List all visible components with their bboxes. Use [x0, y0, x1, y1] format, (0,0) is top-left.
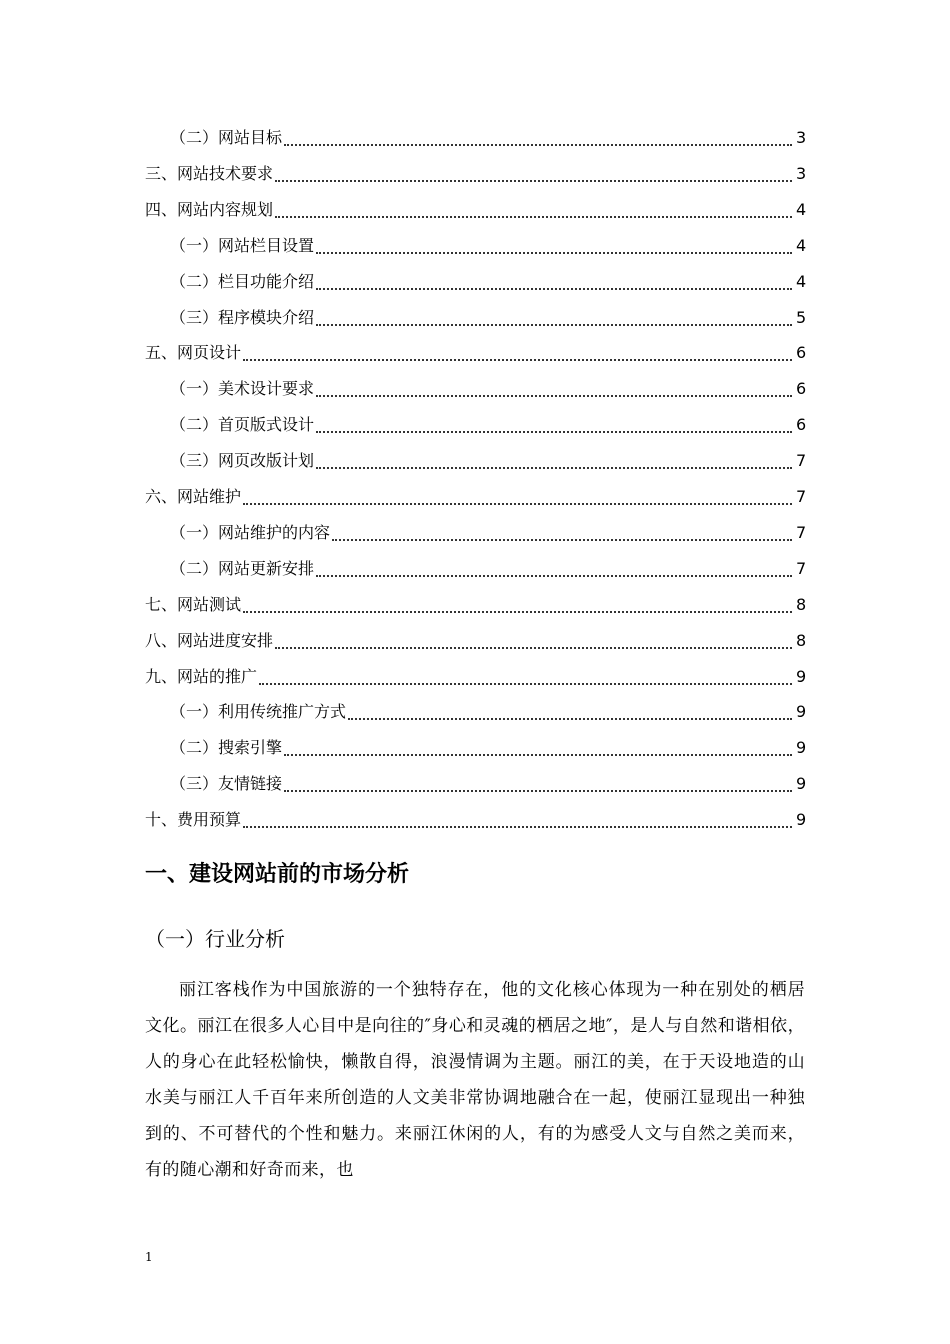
toc-entry-page: 4	[796, 271, 807, 291]
toc-dot-leader	[316, 395, 792, 397]
toc-entry-title: 八、网站进度安排	[145, 630, 274, 650]
toc-entry[interactable]	[0, 341, 950, 365]
toc-entry-title: （二）搜索引擎	[170, 738, 283, 758]
toc-dot-leader	[243, 503, 792, 505]
toc-entry-page: 6	[796, 415, 807, 435]
toc-entry[interactable]	[0, 593, 950, 617]
toc-dot-leader	[316, 288, 792, 290]
toc-entry-page: 7	[796, 558, 807, 578]
toc-dot-leader	[275, 216, 792, 218]
toc-entry[interactable]	[0, 521, 950, 545]
toc-entry-title: 六、网站维护	[145, 487, 242, 506]
toc-entry-title: （二）栏目功能介绍	[170, 271, 315, 291]
toc-entry-page: 6	[796, 343, 807, 363]
toc-entry-title: 三、网站技术要求	[145, 163, 274, 183]
toc-entry[interactable]	[0, 736, 950, 760]
toc-dot-leader	[348, 718, 792, 720]
toc-dot-leader	[284, 790, 792, 792]
toc-entry-title: 四、网站内容规划	[145, 199, 274, 219]
page-number: 1	[145, 1250, 153, 1264]
section-heading: 一、建设网站前的市场分析	[145, 862, 410, 887]
toc-entry-page: 9	[796, 738, 807, 758]
toc-entry-page: 9	[796, 666, 807, 686]
toc-dot-leader	[316, 324, 792, 326]
toc-entry-page: 9	[796, 774, 807, 794]
toc-dot-leader	[316, 467, 792, 469]
toc-dot-leader	[243, 359, 792, 361]
toc-dot-leader	[275, 180, 792, 182]
toc-entry[interactable]	[0, 162, 950, 186]
toc-entry[interactable]	[0, 772, 950, 796]
toc-entry-page: 9	[796, 810, 807, 830]
toc-entry-page: 9	[796, 702, 807, 722]
toc-dot-leader	[275, 647, 792, 649]
toc-entry-title: （二）网站更新安排	[170, 558, 315, 578]
toc-entry-title: 十、费用预算	[145, 810, 242, 830]
body-paragraph: 丽江客栈作为中国旅游的一个独特存在，他的文化核心体现为一种在别处的栖居文化。丽江在很多人心目中是向往的″身心和灵魂的栖居之地″，是人与自然和谐相依，人的身心在此轻松愉快，懒散自得，浪漫情调为主题。丽江的美，在于天设地造的山水美与丽江人千百年来所创造的人文美非常协调地融合在一起，使丽江显现出一种独到的、不可替代的个性和魅力。来丽江休闲的人，有的为感受人文与自然之美而来，有的随心潮和好奇而来，也	[145, 980, 805, 1180]
toc-dot-leader	[243, 611, 792, 613]
toc-entry-page: 5	[796, 307, 807, 327]
toc-entry-title: （一）网站维护的内容	[170, 522, 331, 542]
toc-dot-leader	[332, 539, 792, 541]
toc-entry-title: （二）首页版式设计	[170, 415, 315, 435]
toc-entry[interactable]	[0, 126, 950, 150]
toc-entry-title: 五、网页设计	[145, 343, 242, 363]
toc-entry-title: 七、网站测试	[145, 594, 242, 614]
toc-entry[interactable]	[0, 377, 950, 401]
toc-entry-title: （三）程序模块介绍	[170, 307, 315, 327]
toc-entry-page: 7	[796, 451, 807, 471]
toc-entry[interactable]	[0, 413, 950, 437]
toc-entry-title: （三）友情链接	[170, 774, 283, 794]
toc-dot-leader	[284, 754, 792, 756]
toc-entry-page: 4	[796, 235, 807, 255]
subsection-heading: （一）行业分析	[145, 927, 285, 951]
toc-entry[interactable]	[0, 665, 950, 689]
toc-entry[interactable]	[0, 198, 950, 222]
toc-dot-leader	[316, 431, 792, 433]
toc-entry[interactable]	[0, 700, 950, 724]
toc-entry-page: 4	[796, 199, 807, 219]
toc-entry-page: 8	[796, 594, 807, 614]
toc-entry[interactable]	[0, 234, 950, 258]
toc-entry-title: （一）利用传统推广方式	[170, 702, 347, 722]
toc-entry-title: （一）网站栏目设置	[170, 235, 315, 255]
toc-entry-title: （一）美术设计要求	[170, 379, 315, 399]
toc-entry-title: （三）网页改版计划	[170, 451, 315, 471]
toc-entry[interactable]	[0, 629, 950, 653]
toc-entry[interactable]	[0, 485, 950, 509]
toc-entry[interactable]	[0, 270, 950, 294]
toc-entry[interactable]	[0, 449, 950, 473]
toc-entry-page: 8	[796, 630, 807, 650]
toc-entry-title: （二）网站目标	[170, 128, 283, 147]
toc-entry[interactable]	[0, 808, 950, 832]
toc-dot-leader	[316, 252, 792, 254]
toc-entry-page: 3	[796, 163, 807, 183]
toc-entry[interactable]	[0, 557, 950, 581]
toc-dot-leader	[243, 826, 792, 828]
toc-dot-leader	[259, 683, 792, 685]
toc-entry-title: 九、网站的推广	[145, 666, 258, 686]
toc-entry-page: 7	[796, 522, 807, 542]
toc-entry-page: 7	[796, 487, 807, 506]
toc-dot-leader	[316, 575, 792, 577]
toc-entry-page: 6	[796, 379, 807, 399]
toc-dot-leader	[284, 144, 792, 146]
toc-entry-page: 3	[796, 128, 807, 147]
toc-entry[interactable]	[0, 306, 950, 330]
